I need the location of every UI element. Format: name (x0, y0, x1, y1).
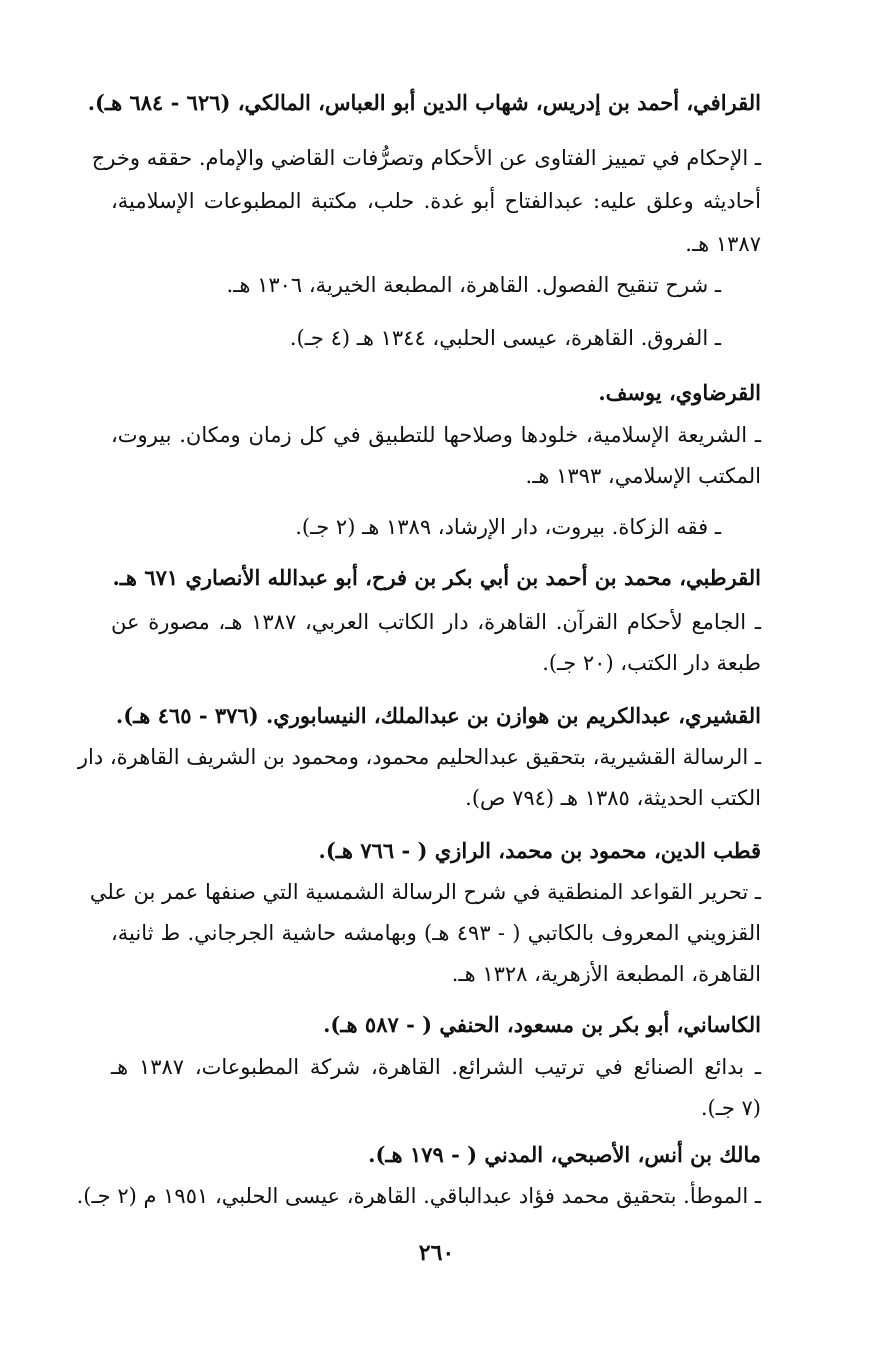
entry-heading: الكاساني، أبو بكر بن مسعود، الحنفي ( - ٥٨٧ هـ). (323, 1012, 761, 1037)
work-line: ـ الجامع لأحكام القرآن. القاهرة، دار الكاتب العربي، ١٣٨٧ هـ، مصورة عن (111, 610, 761, 634)
work-line: الكتب الحديثة، ١٣٨٥ هـ (٧٩٤ ص). (465, 786, 761, 810)
work-line: أحاديثه وعلق عليه: عبدالفتاح أبو غدة. حلب، مكتبة المطبوعات الإسلامية، (111, 189, 761, 213)
work-line: ـ فقه الزكاة. بيروت، دار الإرشاد، ١٣٨٩ هـ (٢ جـ). (295, 515, 721, 539)
work-line: ـ الشريعة الإسلامية، خلودها وصلاحها للتطبيق في كل زمان ومكان. بيروت، (111, 423, 761, 447)
work-line: ـ الإحكام في تمييز الفتاوى عن الأحكام وتصرُّفات القاضي والإمام. حققه وخرج (91, 146, 761, 170)
work-line: ـ الرسالة القشيرية، بتحقيق عبدالحليم محمود، ومحمود بن الشريف القاهرة، دار (77, 745, 761, 769)
work-line: (٧ جـ). (700, 1096, 761, 1120)
work-line: ـ الفروق. القاهرة، عيسى الحلبي، ١٣٤٤ هـ (٤ جـ). (289, 326, 721, 350)
work-line: ـ الموطأ. بتحقيق محمد فؤاد عبدالباقي. القاهرة، عيسى الحلبي، ١٩٥١ م (٢ جـ). (76, 1184, 761, 1208)
page-number: ٢٦٠ (418, 1240, 455, 1266)
work-line: القاهرة، المطبعة الأزهرية، ١٣٢٨ هـ. (451, 962, 761, 986)
entry-heading: القشيري، عبدالكريم بن هوازن بن عبدالملك، النيسابوري. (٣٧٦ - ٤٦٥ هـ). (115, 703, 761, 728)
entry-heading: قطب الدين، محمود بن محمد، الرازي ( - ٧٦٦ هـ). (318, 838, 761, 863)
work-line: ـ شرح تنقيح الفصول. القاهرة، المطبعة الخيرية، ١٣٠٦ هـ. (226, 273, 721, 297)
work-line: طبعة دار الكتب، (٢٠ جـ). (542, 651, 761, 675)
entry-heading: القرضاوي، يوسف. (598, 380, 761, 405)
work-line: ـ بدائع الصنائع في ترتيب الشرائع. القاهرة، شركة المطبوعات، ١٣٨٧ هـ (111, 1055, 761, 1079)
entry-heading: القرطبي، محمد بن أحمد بن أبي بكر بن فرح، أبو عبدالله الأنصاري ٦٧١ هـ. (112, 565, 761, 590)
work-line: ١٣٨٧ هـ. (685, 232, 761, 256)
work-line: القزويني المعروف بالكاتبي ( - ٤٩٣ هـ) وبهامشه حاشية الجرجاني. ط ثانية، (111, 921, 761, 945)
entry-heading: مالك بن أنس، الأصبحي، المدني ( - ١٧٩ هـ). (368, 1142, 761, 1167)
work-line: المكتب الإسلامي، ١٣٩٣ هـ. (525, 464, 761, 488)
work-line: ـ تحرير القواعد المنطقية في شرح الرسالة الشمسية التي صنفها عمر بن علي (89, 880, 761, 904)
entry-heading: القرافي، أحمد بن إدريس، شهاب الدين أبو العباس، المالكي، (٦٢٦ - ٦٨٤ هـ). (87, 90, 761, 115)
